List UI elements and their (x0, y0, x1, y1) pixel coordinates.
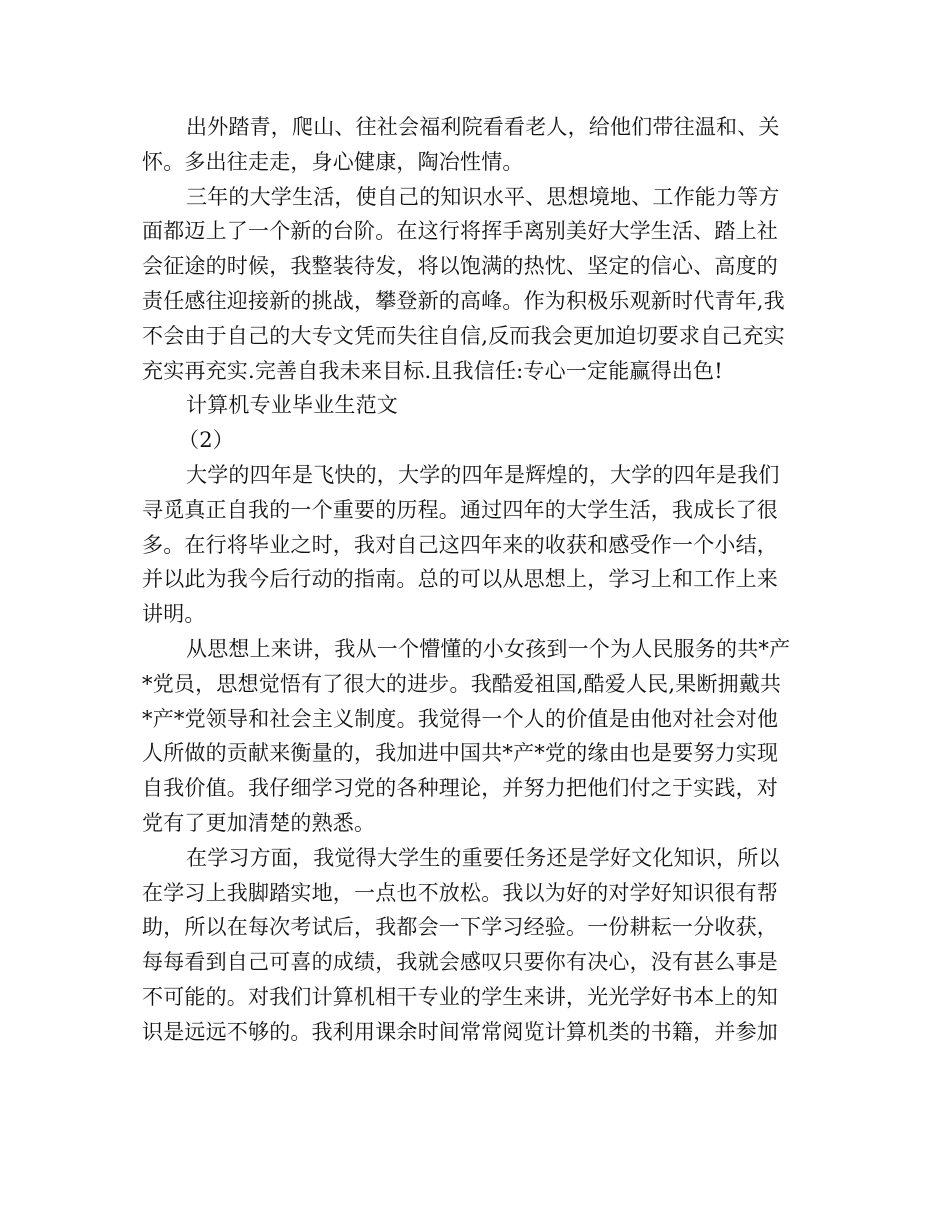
text-line: *党员，思想觉悟有了很大的进步。我酷爱祖国,酷爱人民,果断拥戴共 (142, 671, 782, 696)
text-line: *产*党领导和社会主义制度。我觉得一个人的价值是由他对社会对他 (142, 706, 779, 731)
text-line: 在学习上我脚踏实地，一点也不放松。我以为好的对学好知识很有帮 (142, 880, 778, 905)
text-line: 不可能的。对我们计算机相干专业的学生来讲，光光学好书本上的知 (142, 984, 778, 1009)
section-heading: 计算机专业毕业生范文 (186, 393, 398, 418)
text-line: 三年的大学生活，使自己的知识水平、思想境地、工作能力等方 (186, 184, 780, 209)
text-line: 人所做的贡献来衡量的，我加进中国共*产*党的缘由也是要努力实现 (142, 741, 779, 766)
text-line: 党有了更加清楚的熟悉。 (142, 810, 376, 835)
text-line: 在学习方面，我觉得大学生的重要任务还是学好文化知识，所以 (186, 845, 780, 870)
text-line: 每每看到自己可喜的成绩，我就会感叹只要你有决心，没有甚么事是 (142, 950, 778, 975)
text-line: 面都迈上了一个新的台阶。在这行将挥手离别美好大学生活、踏上社 (142, 219, 778, 244)
text-line: 怀。多出往走走，身心健康，陶冶性情。 (142, 149, 524, 174)
text-line: 多。在行将毕业之时，我对自己这四年来的收获和感受作一个小结， (142, 532, 778, 557)
text-line: 从思想上来讲，我从一个懵懂的小女孩到一个为人民服务的共*产 (186, 636, 791, 661)
text-line: 并以此为我今后行动的指南。总的可以从思想上，学习上和工作上来 (142, 567, 778, 592)
text-line: 不会由于自己的大专文凭而失往自信,反而我会更加迫切要求自己充实 (142, 323, 785, 348)
text-line: 会征途的时候，我整装待发，将以饱满的热忱、坚定的信心、高度的 (142, 254, 778, 279)
text-line: 大学的四年是飞快的，大学的四年是辉煌的，大学的四年是我们 (186, 462, 780, 487)
text-line: 识是远远不够的。我利用课余时间常常阅览计算机类的书籍，并参加 (142, 1019, 778, 1044)
text-line: 充实再充实.完善自我未来目标.且我信任:专心一定能赢得出色! (142, 358, 723, 383)
text-line: 自我价值。我仔细学习党的各种理论，并努力把他们付之于实践，对 (142, 776, 778, 801)
text-line: 助，所以在每次考试后，我都会一下学习经验。一份耕耘一分收获， (142, 915, 778, 940)
text-line: 寻觅真正自我的一个重要的历程。通过四年的大学生活，我成长了很 (142, 497, 778, 522)
section-number: （2） (178, 428, 234, 453)
text-line: 出外踏青，爬山、往社会福利院看看老人，给他们带往温和、关 (186, 115, 780, 139)
text-line: 责任感往迎接新的挑战，攀登新的高峰。作为积极乐观新时代青年,我 (142, 288, 785, 313)
document-page (142, 110, 802, 1050)
text-line: 讲明。 (142, 602, 206, 627)
